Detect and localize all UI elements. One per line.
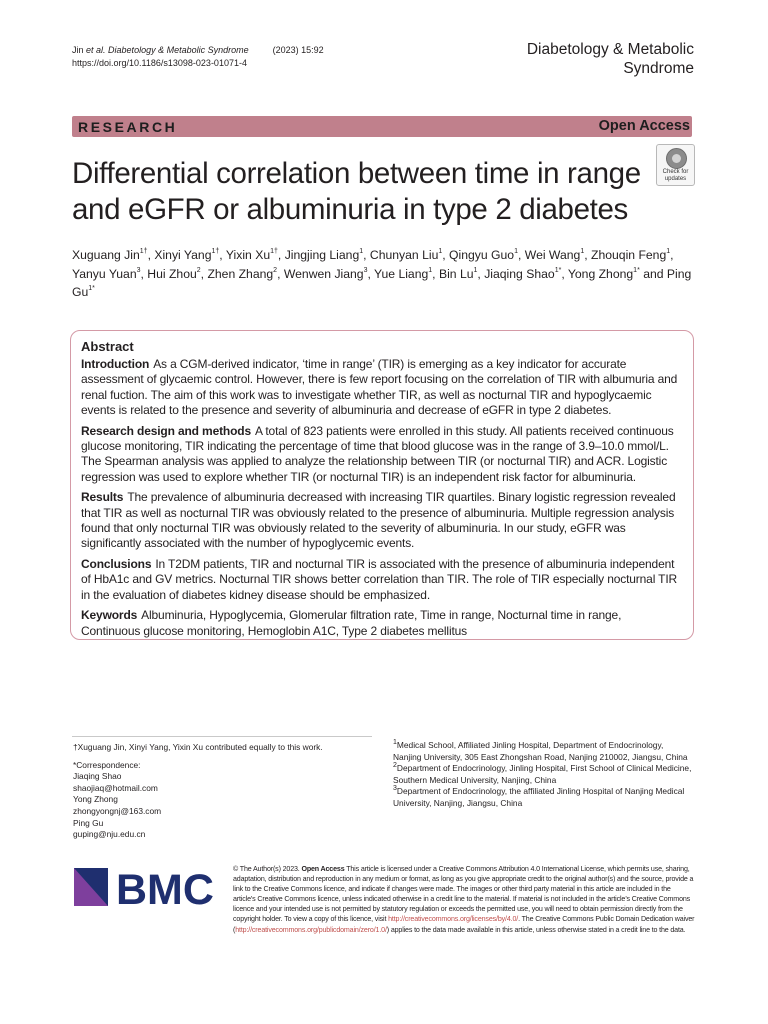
abstract-methods: Research design and methods A total of 823 patients were enrolled in this study. All patients received continuous glucose monitoring, TIR indicating the percentage of time that blood glucose was in the range of 3.9–10.0 mmol/L. The Spearman analysis was applied to analyze the relationship between TIR (or nocturnal TIR) and ACR. Logistic regression was used to explore whether TIR (or nocturnal TIR) is an independent risk factor for albuminuria. [81,423,674,484]
author-item [374,267,432,281]
author-name[interactable]: Ping Gu [72,266,692,299]
author-item [591,248,670,262]
author-item [449,248,518,262]
abstract-heading: Abstract [81,339,134,354]
check-updates-icon [666,148,687,169]
author-name[interactable]: Yixin Xu [225,248,271,262]
author-name[interactable]: Chunyan Liu [369,248,439,262]
author-name[interactable]: Yanyu Yuan [72,266,137,281]
author-affiliation: 1 [359,248,364,256]
licence-link[interactable]: http://creativecommons.org/licenses/by/4.0/ [388,915,519,924]
correspondent-email[interactable]: zhongyongnj@163.com [73,805,162,816]
abstract-box [70,330,694,640]
author-name[interactable]: Xinyi Yang [154,248,212,262]
bmc-logo [74,866,216,908]
author-item [370,248,442,262]
running-header [72,44,324,70]
author-affiliation: 2 [273,266,278,274]
citation-authors: Jin [72,45,87,55]
journal-name-line2: Syndrome [623,60,694,77]
author-name[interactable]: Yue Liang [374,266,429,281]
author-affiliation: 1 [580,248,585,256]
affiliations [393,740,693,810]
author-affiliation: 3 [136,266,141,274]
author-conjunction: and [643,266,664,281]
public-domain-link[interactable]: http://creativecommons.org/publicdomain/zero/1.0/ [235,925,387,934]
affiliation-item: $^1$Medical School, Affiliated Jinling Hospital, Department of Endocrinology, Nanjing University, 305 East Zhongshan Road, Nanjing 210002, Jiangsu, China [393,738,688,762]
citation-volume: (2023) 15:92 [272,45,324,55]
doi-link[interactable]: https://doi.org/10.1186/s13098-023-01071-4 [72,58,247,68]
author-name[interactable]: Bin Lu [438,266,474,281]
author-affiliation: 1* [88,285,95,293]
author-affiliation: 1† [211,248,220,256]
abstract-introduction: Introduction As a CGM-derived indicator, ‘time in range’ (TIR) is emerging as a key indicator for accurate assessment of glycaemic control. However, there is few report focusing on the correlation of TIR with albumuria and renal fuction. The aim of this work was to investigate whether TIR, as well as nocturnal TIR and hypoglycaemic events is related to the presence and severity of albuminuria and decrease of eGFR in type 2 diabetes. [81,357,678,418]
author-item [72,267,141,281]
correspondence-heading: *Correspondence: [73,759,141,770]
article-title [72,156,652,228]
author-name[interactable]: Xuguang Jin [72,248,140,262]
author-item [154,248,219,262]
article-title-line1: Differential correlation between time in range [72,157,641,190]
footnote-divider [72,736,372,737]
citation-journal: Diabetology & Metabolic Syndrome [108,45,249,55]
author-name[interactable]: Zhen Zhang [207,266,274,281]
author-affiliation: 1 [438,248,443,256]
abstract-results: Results The prevalence of albuminuria decreased with increasing TIR quartiles. Binary logistic regression revealed that TIR as well as nocturnal TIR was obviously related to the presence of albuminuria. Multiple regression analysis found that only nocturnal TIR was obviously related to the severity of albuminuria. In our study, eGFR was significantly associated with the number of hypoglycemic events. [81,490,676,551]
journal-name [527,40,694,78]
author-affiliation: 1 [666,248,671,256]
author-name[interactable]: Hui Zhou [147,266,197,281]
author-item [525,248,584,262]
author-item [72,248,148,262]
author-affiliation: 1† [270,248,278,256]
licence-statement: © The Author(s) 2023. Open Access This article is licensed under a Creative Commons Attribution 4.0 International License, which permits use, sharing, adaptation, distribution and reproduction in any medium or format, as long as you give appropriate credit to the original author(s) and the source, provide a link to the Creative Commons licence, and indicate if changes were made. The images or other third party material in this article are included in the article’s Creative Commons licence, unless indicated otherwise in a credit line to the material. If material is not included in the article’s Creative Commons licence and your intended use is not permitted by statutory regulation or exceeds the permitted use, you will need to obtain permission directly from the copyright holder. To view a copy of this licence, visit http://creativecommons.org/licenses/by/4.0/. The Creative Commons Public Domain Dedication waiver (http://creativecommons.org/publicdomain/zero/1.0/) applies to the data made available in this article, unless otherwise stated in a credit line to the data. [233,865,695,934]
author-name[interactable]: Wenwen Jiang [283,266,364,281]
affiliation-item: $^3$Department of Endocrinology, the affiliated Jinling Hospital of Nanjing Medical University, Nanjing, Jiangsu, China [393,785,685,808]
author-affiliation: 2 [196,266,201,274]
author-item [226,248,278,262]
author-item [285,248,363,262]
citation-etal: et al. [86,45,106,55]
correspondent-name: Yong Zhong [73,794,118,805]
article-title-line2: and eGFR or albuminuria in type 2 diabetes [72,193,628,226]
author-item [207,267,277,281]
citation-line [72,44,324,57]
author-name[interactable]: Qingyu Guo [449,248,515,262]
author-item [484,267,561,281]
footnotes-left [73,742,373,841]
author-item [147,267,200,281]
journal-name-line1: Diabetology & Metabolic [526,41,694,58]
author-name[interactable]: Zhouqin Feng [591,248,667,262]
affiliation-item: $^2$Department of Endocrinology, Jinling Hospital, First School of Clinical Medicine, Southern Medical University, Nanjing, China [393,761,692,785]
author-affiliation: 1 [514,248,518,256]
author-item [284,267,368,281]
correspondent-name: Ping Gu [73,817,104,828]
correspondent-email[interactable]: shaojiaq@hotmail.com [73,782,158,793]
author-affiliation: 1* [633,266,640,274]
equal-contribution-note: †Xuguang Jin, Xinyi Yang, Yixin Xu contributed equally to this work. [73,742,323,752]
author-affiliation: 1 [473,266,478,274]
open-access-label: Open Access [598,118,690,134]
author-name[interactable]: Jiaqing Shao [484,266,555,281]
author-affiliation: 1 [428,266,433,274]
check-updates-label: Check for updates [662,169,689,182]
abstract-keywords: Keywords Albuminuria, Hypoglycemia, Glomerular filtration rate, Time in range, Nocturnal time in range, Continuous glucose monitoring, Hemoglobin A1C, Type 2 diabetes mellitus [81,608,622,638]
author-affiliation: 1† [139,248,148,256]
abstract-conclusions: Conclusions In T2DM patients, TIR and nocturnal TIR is associated with the presence of albuminuria independent of HbA1c and GV metrics. Nocturnal TIR shows better correlation than TIR. The role of TIR especially nocturnal TIR in the evaluation of diabetes kidney disease should be emphasized. [81,556,678,602]
bmc-logo-text: BMC [116,866,214,908]
article-type-label: RESEARCH [78,119,178,135]
correspondent-email[interactable]: guping@nju.edu.cn [73,829,146,840]
correspondent-name: Jiaqing Shao [73,771,122,782]
author-name[interactable]: Yong Zhong [567,266,634,281]
author-item [568,267,640,281]
author-affiliation: 3 [363,266,368,274]
correspondence-block [73,760,373,841]
author-name[interactable]: Jingjing Liang [284,248,360,262]
author-list: Xuguang Jin$^{1\dagger}$, Xinyi Yang$^{1\dagger}$, Yixin $Xu^{1\dagger}$, Jingjing Liang$^1$, Chunyan Liu$^1$, Qingyu Guo$^1$, Wei Wang$^1$, Zhouqin Feng$^1$, Yanyu Yuan$^3$, Hui Zhou$^2$, Zhen Zhang$^2$, Wenwen Jiang$^3$, Yue Liang$^1$, Bin Lu$^1$, Jiaqing Shao$^{1*}$, Yong Zhong$^{1*}$ and Ping $Gu^{1*}$ [72,248,692,299]
check-for-updates-button[interactable] [656,144,695,186]
author-name[interactable]: Wei Wang [524,248,581,262]
author-affiliation: 1* [554,266,562,274]
author-item [439,267,477,281]
